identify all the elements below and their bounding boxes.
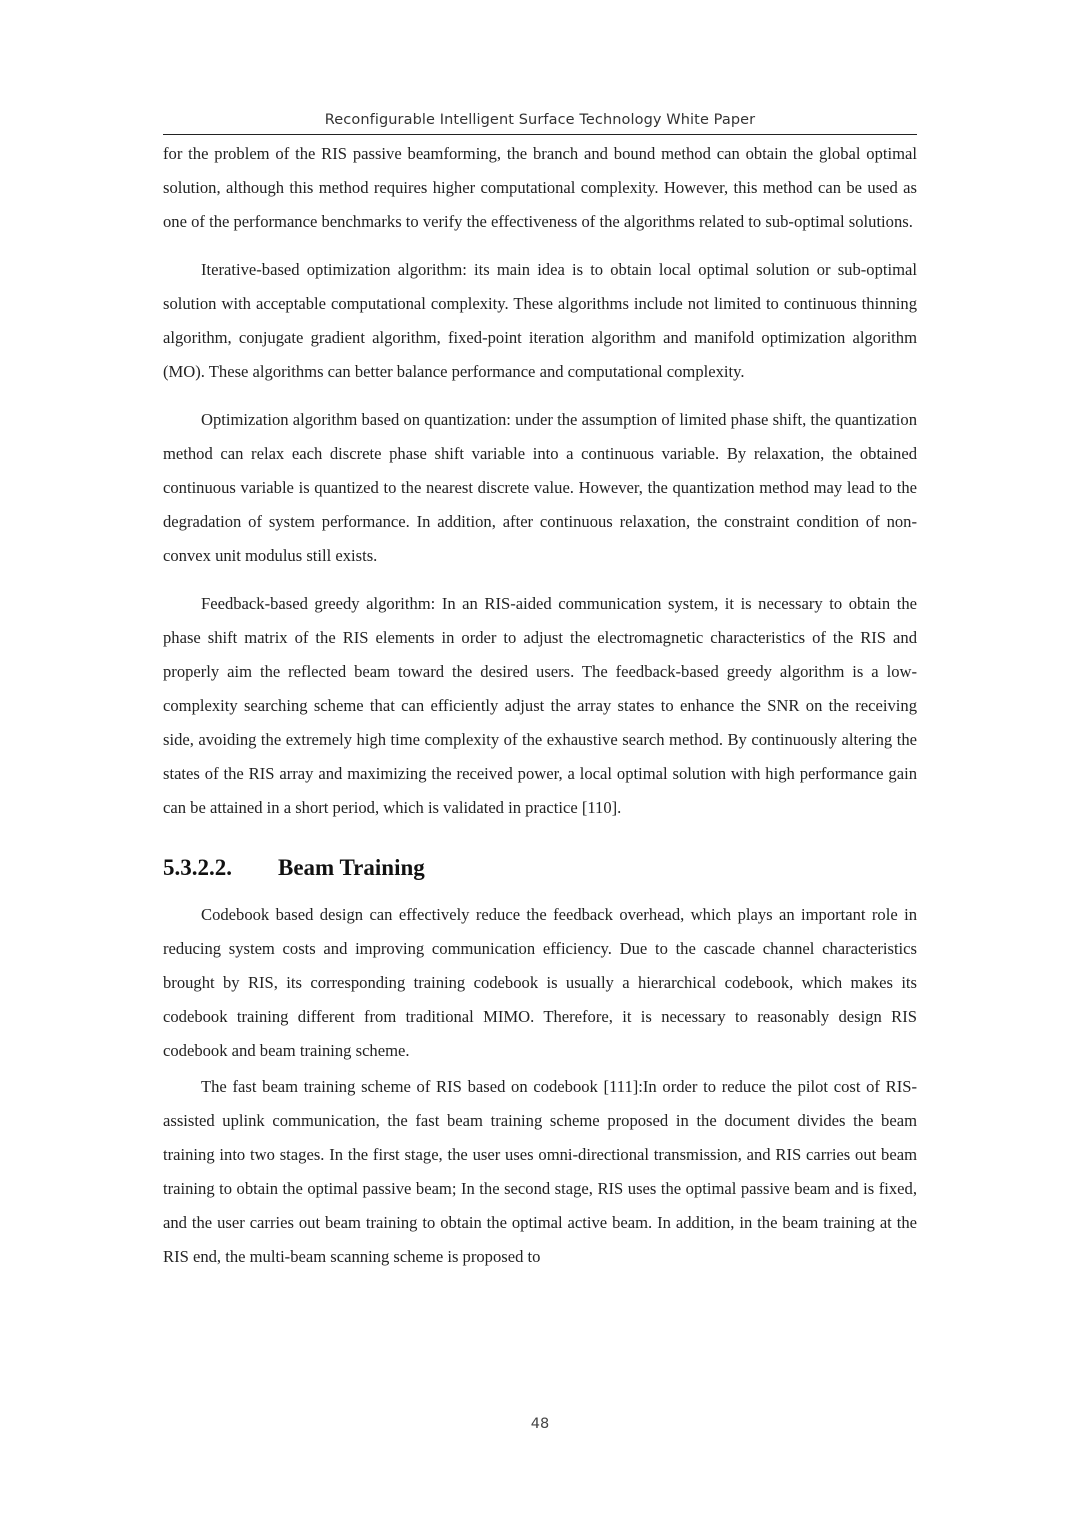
paragraph-iterative-optimization: Iterative-based optimization algorithm: its main idea is to obtain local optimal solution or sub-optimal solution with acceptable computational complexity. These algorithms include not limited to continuous thinning algorithm, conjugate gradient algorithm, fixed-point iteration algorithm and manifold optimization algorithm (MO). These algorithms can better balance performance and computational complexity. (163, 260, 917, 381)
section-heading (163, 851, 917, 885)
running-header: Reconfigurable Intelligent Surface Technology White Paper (324, 112, 756, 128)
page-number: 48 (530, 1416, 550, 1432)
paragraph-feedback-greedy: Feedback-based greedy algorithm: In an RIS-aided communication system, it is necessary to obtain the phase shift matrix of the RIS elements in order to adjust the electromagnetic characteristics of the RIS and properly aim the reflected beam toward the desired users. The feedback-based greedy algorithm is a low-complexity searching scheme that can efficiently adjust the array states to enhance the SNR on the receiving side, avoiding the extremely high time complexity of the exhaustive search method. By continuously altering the states of the RIS array and maximizing the received power, a local optimal solution with high performance gain can be attained in a short period, which is validated in practice [110]. (163, 594, 917, 817)
paragraph-codebook-design: Codebook based design can effectively reduce the feedback overhead, which plays an important role in reducing system costs and improving communication efficiency. Due to the cascade channel characteristics brought by RIS, its corresponding training codebook is usually a hierarchical codebook, which makes its codebook training different from traditional MIMO. Therefore, it is necessary to reasonably design RIS codebook and beam training scheme. (163, 905, 917, 1060)
paragraph-fast-beam-training: The fast beam training scheme of RIS based on codebook [111]:In order to reduce the pilot cost of RIS-assisted uplink communication, the fast beam training scheme proposed in the document divides the beam training into two stages. In the first stage, the user uses omni-directional transmission, and RIS carries out beam training to obtain the optimal passive beam; In the second stage, RIS uses the optimal passive beam and is fixed, and the user carries out beam training to obtain the optimal active beam. In addition, in the beam training at the RIS end, the multi-beam scanning scheme is proposed to (163, 1077, 917, 1266)
section-title: Beam Training (278, 855, 425, 880)
paragraph-continued: for the problem of the RIS passive beamforming, the branch and bound method can obtain the global optimal solution, although this method requires higher computational complexity. However, this method can be used as one of the performance benchmarks to verify the effectiveness of the algorithms related to sub-optimal solutions. (163, 144, 917, 231)
section-number: 5.3.2.2. (163, 855, 232, 880)
paragraph-quantization-optimization: Optimization algorithm based on quantization: under the assumption of limited phase shift, the quantization method can relax each discrete phase shift variable into a continuous variable. By relaxation, the obtained continuous variable is quantized to the nearest discrete value. However, the quantization method may lead to the degradation of system performance. In addition, after continuous relaxation, the constraint condition of non-convex unit modulus still exists. (163, 410, 917, 565)
body-text (163, 137, 917, 1274)
header-rule (163, 134, 917, 135)
